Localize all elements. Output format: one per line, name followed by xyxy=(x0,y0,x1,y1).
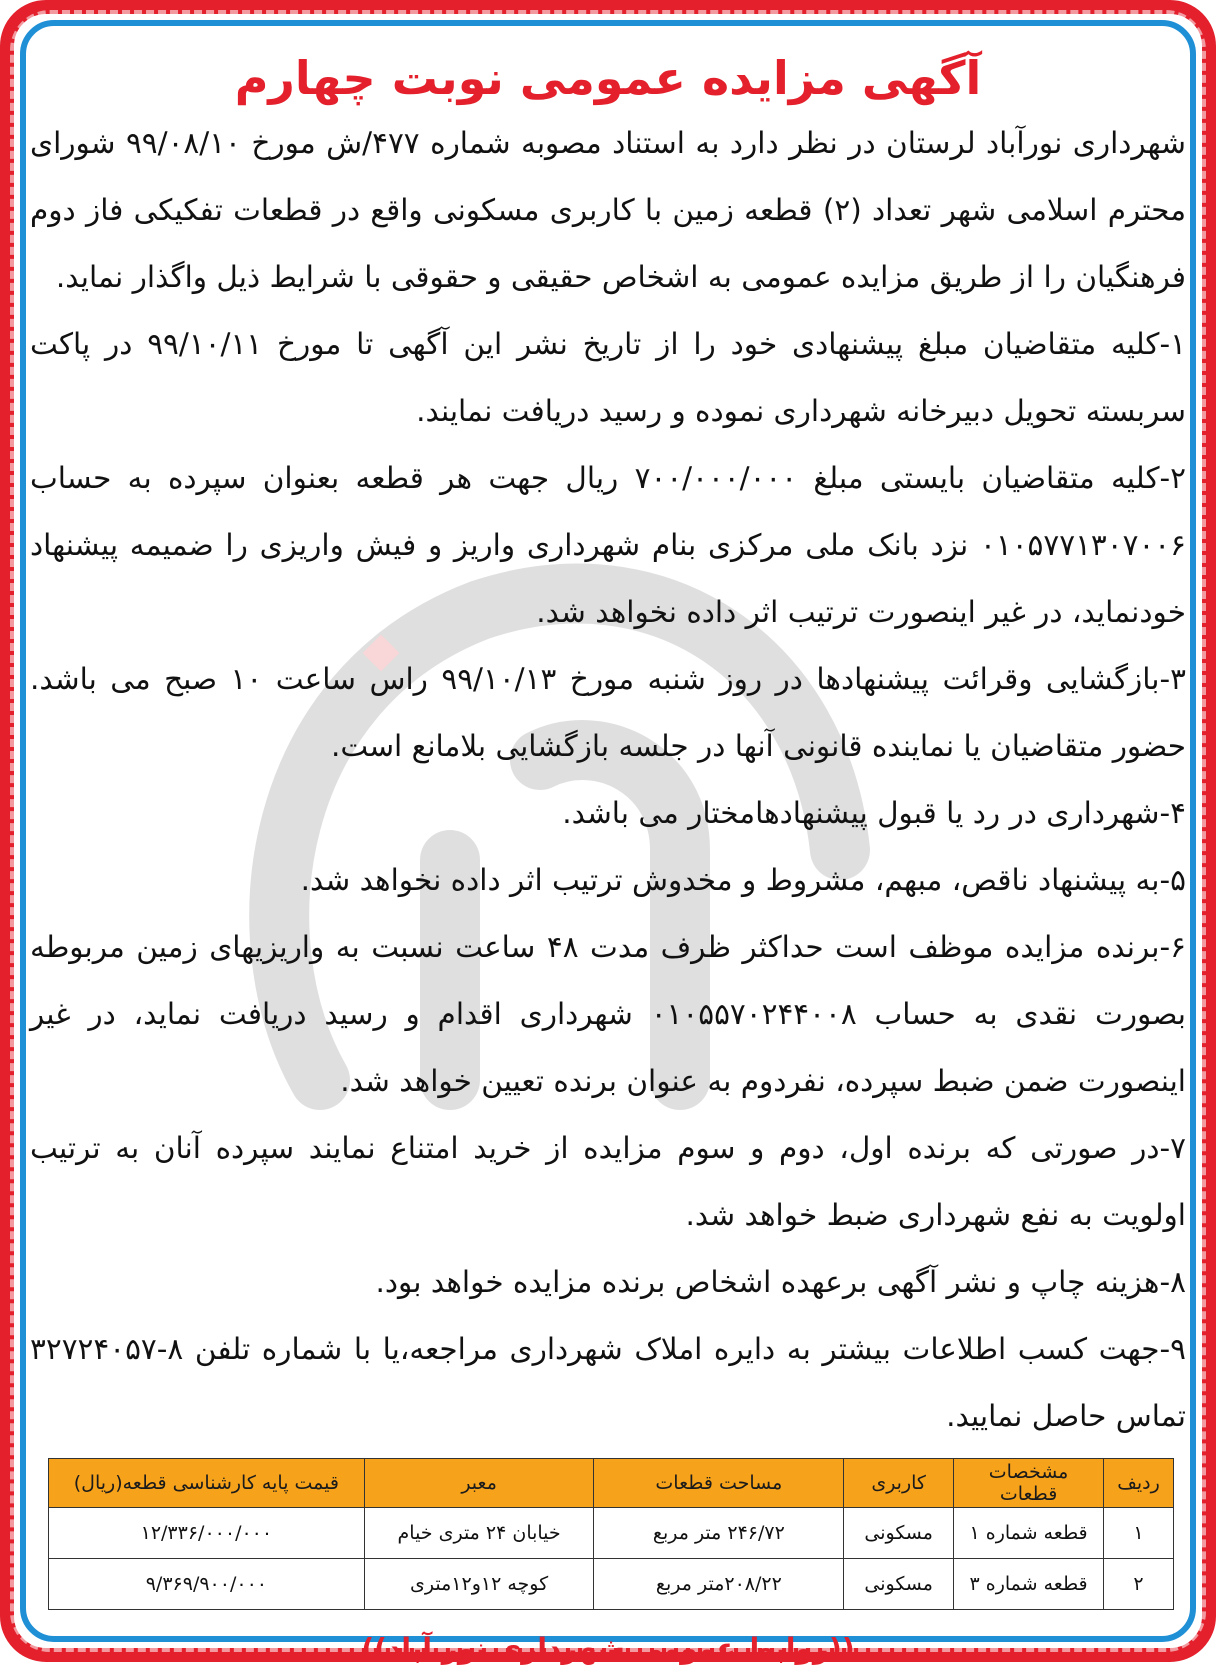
header-base-price: قیمت پایه کارشناسی قطعه(ریال) xyxy=(49,1459,365,1508)
cell-base-price: ۱۲/۳۳۶/۰۰۰/۰۰۰ xyxy=(49,1508,365,1559)
notice-content xyxy=(30,48,1187,1665)
header-usage: کاربری xyxy=(844,1459,954,1508)
header-street: معبر xyxy=(364,1459,594,1508)
cell-lot-spec: قطعه شماره ۱ xyxy=(954,1508,1104,1559)
header-row-number: ردیف xyxy=(1104,1459,1174,1508)
cell-area: ۲۴۶/۷۲ متر مربع xyxy=(594,1508,844,1559)
condition-7: ۷-در صورتی که برنده اول، دوم و سوم مزایده از خرید امتناع نمایند سپرده آنان به ترتیب اولویت به نفع شهرداری ضبط خواهد شد. xyxy=(30,1131,1186,1232)
condition-6: ۶-برنده مزایده موظف است حداکثر ظرف مدت ۴۸ ساعت نسبت به واریزیهای زمین مربوطه بصورت نقدی به حساب ۰۱۰۵۵۷۰۲۴۴۰۰۸ شهرداری اقدام و رسید دریافت نماید، در غیر اینصورت ضمن ضبط سپرده، نفردوم به عنوان برنده تعیین خواهد شد. xyxy=(30,930,1187,1098)
cell-street: کوچه ۱۲و۱۲متری xyxy=(364,1559,594,1610)
condition-4: ۴-شهرداری در رد یا قبول پیشنهادهامختار می باشد. xyxy=(562,796,1186,830)
condition-3: ۳-بازگشایی وقرائت پیشنهادها در روز شنبه مورخ ۹۹/۱۰/۱۳ راس ساعت ۱۰ صبح می باشد. حضور متقاضیان یا نماینده قانونی آنها در جلسه بازگشایی بلامانع است. xyxy=(30,662,1187,763)
condition-2: ۲-کلیه متقاضیان بایستی مبلغ ۷۰۰/۰۰۰/۰۰۰ ریال جهت هر قطعه بعنوان سپرده به حساب ۰۱۰۵۷۷۱۳۰۷۰۰۶ نزد بانک ملی مرکزی بنام شهرداری واریز و فیش واریزی را ضمیمه پیشنهاد خودنماید، در غیر اینصورت ترتیب اثر داده نخواهد شد. xyxy=(30,461,1186,629)
notice-title: آگهی مزایده عمومی نوبت چهارم xyxy=(234,51,982,105)
cell-street: خیابان ۲۴ متری خیام xyxy=(364,1508,594,1559)
condition-9: ۹-جهت کسب اطلاعات بیشتر به دایره املاک شهرداری مراجعه،یا با شماره تلفن ۸-۳۲۷۲۴۰۵۷ تماس حاصل نمایید. xyxy=(30,1332,1186,1433)
lots-table xyxy=(48,1458,1174,1610)
cell-row-number: ۱ xyxy=(1104,1508,1174,1559)
table-header-row xyxy=(49,1459,1174,1508)
cell-usage: مسکونی xyxy=(844,1559,954,1610)
condition-1: ۱-کلیه متقاضیان مبلغ پیشنهادی خود را از تاریخ نشر این آگهی تا مورخ ۹۹/۱۰/۱۱ در پاکت سربسته تحویل دبیرخانه شهرداری نموده و رسید دریافت نمایند. xyxy=(30,327,1186,428)
table-row xyxy=(49,1508,1174,1559)
cell-base-price: ۹/۳۶۹/۹۰۰/۰۰۰ xyxy=(49,1559,365,1610)
intro-paragraph: شهرداری نورآباد لرستان در نظر دارد به استناد مصوبه شماره ۴۷۷/ش مورخ ۹۹/۰۸/۱۰ شورای محترم اسلامی شهر تعداد (۲) قطعه زمین با کاربری مسکونی واقع در قطعات تفکیکی فاز دوم فرهنگیان را از طریق مزایده عمومی به اشخاص حقیقی و حقوقی با شرایط ذیل واگذار نماید. xyxy=(30,126,1186,294)
footer-signature: ((روابط عمومی شهرداری نور آباد)) xyxy=(361,1632,855,1665)
cell-area: ۲۰۸/۲۲متر مربع xyxy=(594,1559,844,1610)
cell-row-number: ۲ xyxy=(1104,1559,1174,1610)
header-area: مساحت قطعات xyxy=(594,1459,844,1508)
condition-8: ۸-هزینه چاپ و نشر آگهی برعهده اشخاص برنده مزایده خواهد بود. xyxy=(375,1265,1186,1299)
header-lot-spec: مشخصات قطعات xyxy=(954,1459,1104,1508)
cell-lot-spec: قطعه شماره ۳ xyxy=(954,1559,1104,1610)
table-row xyxy=(49,1559,1174,1610)
cell-usage: مسکونی xyxy=(844,1508,954,1559)
condition-5: ۵-به پیشنهاد ناقص، مبهم، مشروط و مخدوش ترتیب اثر داده نخواهد شد. xyxy=(300,863,1186,897)
notice-body xyxy=(30,110,1186,1450)
